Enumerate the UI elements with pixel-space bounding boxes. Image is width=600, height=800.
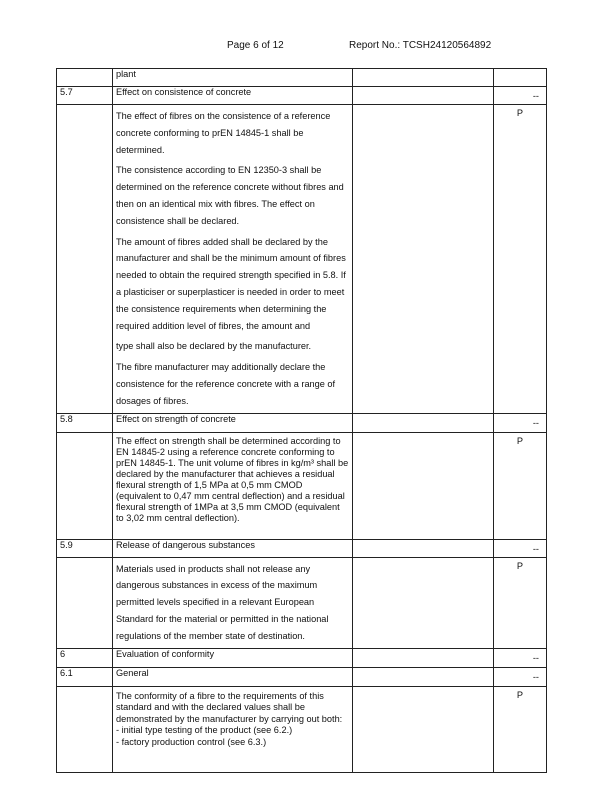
verdict-value: P xyxy=(516,689,524,700)
verdict-cell xyxy=(494,413,547,432)
remark-cell xyxy=(353,87,494,105)
table-row xyxy=(57,648,547,667)
page-number: Page 6 of 12 xyxy=(227,40,284,51)
clause-number: 6 xyxy=(57,648,113,667)
remark-cell xyxy=(353,105,494,414)
paragraph: The effect on strength shall be determined according to EN 14845-2 using a reference concrete conforming to prEN 14845-1. The unit volume of fibres in kg/m³ shall be declared by the manufacturer that achieves a residual flexural strength of 1,5 MPa at 0,5 mm CMOD (equivalent to 0,47 mm central deflection) and a residual flexural strength of 1MPa at 3,5 mm CMOD (equivalent to 3,02 mm central deflection). xyxy=(116,435,349,523)
paragraph: The effect of fibres on the consistence of a reference concrete conforming to prEN 14845-1 shall be determined. xyxy=(116,111,331,155)
verdict-value: -- xyxy=(532,652,539,663)
paragraph: Materials used in products shall not release any dangerous substances in excess of the maximum permitted levels specified in a relevant European Standard for the material or permitted in the national regulations of the member state of destination. xyxy=(116,563,329,641)
section-title: Effect on consistence of concrete xyxy=(113,87,353,105)
verdict-cell xyxy=(494,557,547,648)
requirement-text xyxy=(113,105,353,414)
clause-cell xyxy=(57,686,113,772)
clause-number: 5.9 xyxy=(57,539,113,557)
verdict-value: -- xyxy=(532,671,539,682)
clause-cell xyxy=(57,105,113,414)
verdict-cell xyxy=(494,539,547,557)
remark-cell xyxy=(353,557,494,648)
table-row xyxy=(57,557,547,648)
paragraph: The fibre manufacturer may additionally declare the consistence for the reference concrete with a range of dosages of fibres. xyxy=(116,362,336,406)
remark-cell xyxy=(353,413,494,432)
verdict-cell xyxy=(494,648,547,667)
requirement-cell: plant xyxy=(113,69,353,87)
verdict-value: -- xyxy=(532,91,539,101)
section-title: Evaluation of conformity xyxy=(113,648,353,667)
clause-number: 6.1 xyxy=(57,667,113,686)
table-row xyxy=(57,539,547,557)
clause-cell xyxy=(57,432,113,539)
verdict-value: -- xyxy=(532,417,539,428)
verdict-cell xyxy=(494,686,547,772)
requirement-text xyxy=(113,432,353,539)
verdict-value: P xyxy=(516,435,524,446)
remark-cell xyxy=(353,667,494,686)
clause-number: 5.7 xyxy=(57,87,113,105)
requirement-text xyxy=(113,557,353,648)
verdict-value: P xyxy=(516,560,524,571)
remark-cell xyxy=(353,686,494,772)
paragraph: type shall also be declared by the manufacturer. xyxy=(116,341,312,352)
requirements-table xyxy=(56,68,547,773)
verdict-cell xyxy=(494,87,547,105)
remark-cell xyxy=(353,648,494,667)
section-title: Release of dangerous substances xyxy=(113,539,353,557)
paragraph: The amount of fibres added shall be declared by the manufacturer and shall be the minimum amount of fibres needed to obtain the required strength specified in 5.8. If a plasticiser or superplasticer is needed in order to meet the consistence requirements when determining the required addition level of fibres, the amount and xyxy=(116,236,346,331)
clause-cell xyxy=(57,69,113,87)
list-item: - initial type testing of the product (see 6.2.) xyxy=(116,725,293,736)
list-item: - factory production control (see 6.3.) xyxy=(116,736,267,747)
requirement-text xyxy=(113,686,353,772)
remark-cell xyxy=(353,69,494,87)
clause-number: 5.8 xyxy=(57,413,113,432)
verdict-cell xyxy=(494,105,547,414)
clause-cell xyxy=(57,557,113,648)
verdict-cell xyxy=(494,432,547,539)
table-row xyxy=(57,105,547,414)
page-header xyxy=(0,40,600,54)
paragraph: The consistence according to EN 12350-3 shall be determined on the reference concrete without fibres and then on an identical mix with fibres. The effect on consistence shall be declared. xyxy=(116,165,344,226)
table-row xyxy=(57,432,547,539)
verdict-cell xyxy=(494,667,547,686)
table-row xyxy=(57,69,547,87)
report-number: Report No.: TCSH24120564892 xyxy=(349,40,492,51)
section-title: General xyxy=(113,667,353,686)
remark-cell xyxy=(353,539,494,557)
verdict-value: P xyxy=(516,108,524,118)
remark-cell xyxy=(353,432,494,539)
paragraph: The conformity of a fibre to the requirements of this standard and with the declared values shall be demonstrated by the manufacturer by carrying out both: xyxy=(116,690,343,724)
table-row xyxy=(57,667,547,686)
table-row xyxy=(57,87,547,105)
table-row xyxy=(57,413,547,432)
verdict-cell xyxy=(494,69,547,87)
verdict-value: -- xyxy=(532,543,539,554)
section-title: Effect on strength of concrete xyxy=(113,413,353,432)
table-row xyxy=(57,686,547,772)
